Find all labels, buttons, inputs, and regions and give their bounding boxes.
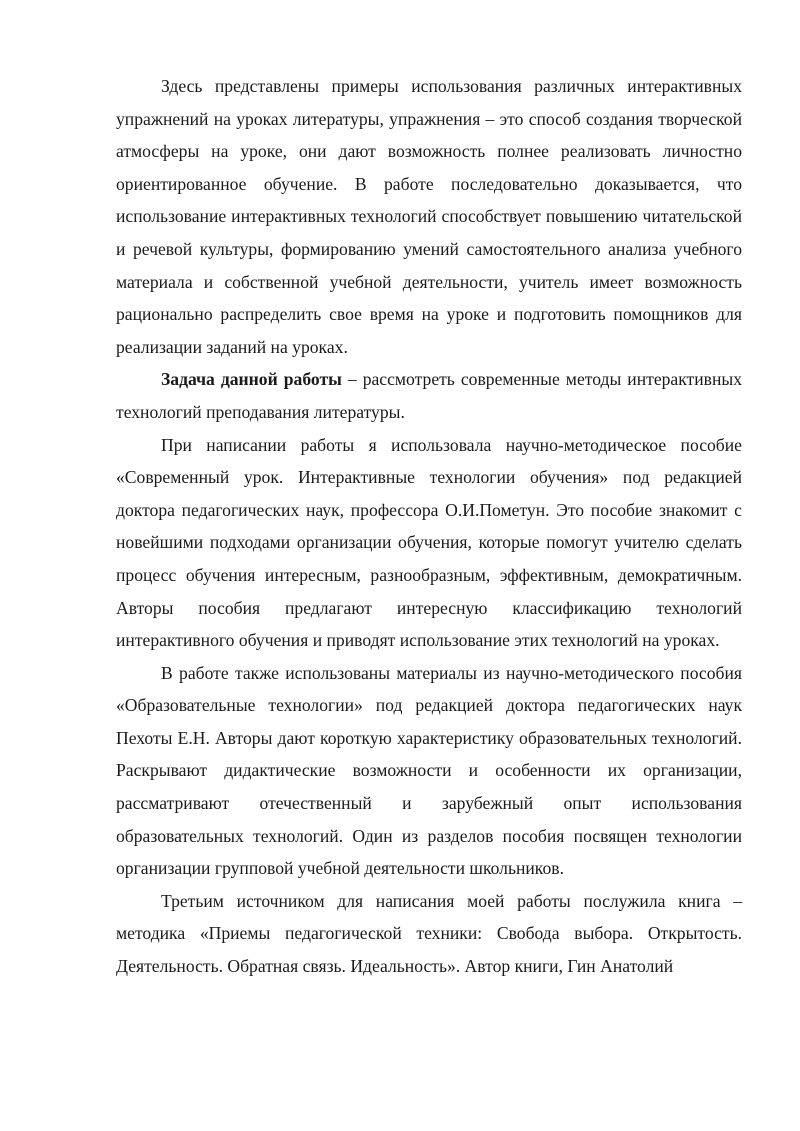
- paragraph-source-3: Третьим источником для написания моей работы послужила книга – методика «Приемы педагогической техники: Свобода выбора. Открытость. Деятельность. Обратная связь. Идеальность». Автор книги, Гин Анатолий: [116, 890, 742, 977]
- task-heading: Задача данной работы: [161, 369, 342, 390]
- paragraph-source-2: В работе также использованы материалы из научно-методического пособия «Образовательные технологии» под редакцией доктора педагогических наук Пехоты Е.Н. Авторы дают короткую характеристику образовательных технологий. Раскрывают дидактические возможности и особенности их организации, рассматривают отечественный и зарубежный опыт использования образовательных технологий. Один из разделов пособия посвящен технологии организации групповой учебной деятельности школьников.: [116, 662, 742, 879]
- paragraph-task: [116, 363, 742, 428]
- paragraph-source-1: При написании работы я использовала научно-методическое пособие «Современный урок. Интерактивные технологии обучения» под редакцией доктора педагогических наук, профессора О.И.Пометун. Это пособие знакомит с новейшими подходами организации обучения, которые помогут учителю сделать процесс обучения интересным, разнообразным, эффективным, демократичным. Авторы пособия предлагают интересную классификацию технологий интерактивного обучения и приводят использование этих технологий на уроках.: [116, 434, 742, 651]
- task-text: – рассмотреть современные методы интерактивных технологий преподавания литературы.: [116, 369, 742, 422]
- paragraph-intro: Здесь представлены примеры использования различных интерактивных упражнений на уроках литературы, упражнения – это способ создания творческой атмосферы на уроке, они дают возможность полнее реализовать личностно ориентированное обучение. В работе последовательно доказывается, что использование интерактивных технологий способствует повышению читательской и речевой культуры, формированию умений самостоятельного анализа учебного материала и собственной учебной деятельности, учитель имеет возможность рационально распределить свое время на уроке и подготовить помощников для реализации заданий на уроках.: [116, 76, 742, 357]
- document-page: [116, 70, 742, 983]
